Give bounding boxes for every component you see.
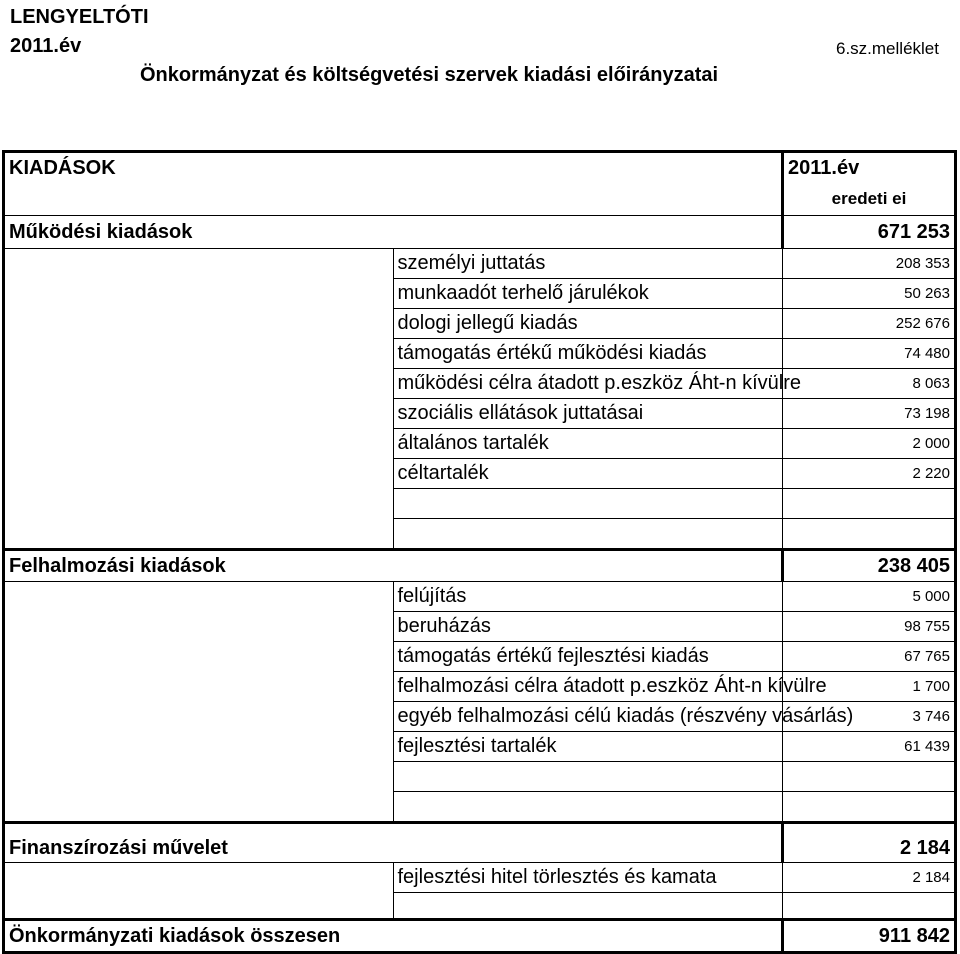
table-row [4,702,956,732]
table-row [4,582,956,612]
item-value: 252 676 [783,309,956,339]
section-label: Felhalmozási kiadások [4,550,783,582]
section-label: Működési kiadások [4,216,783,249]
table-row [4,612,956,642]
item-label: fejlesztési tartalék [393,732,783,762]
item-value: 67 765 [783,642,956,672]
item-value: 73 198 [783,399,956,429]
blank-row [4,792,956,823]
item-value: 2 000 [783,429,956,459]
table-row [4,369,956,399]
table-row [4,642,956,672]
table-row [4,399,956,429]
table-row [4,339,956,369]
item-label: munkaadót terhelő járulékok [393,279,783,309]
item-label: dologi jellegű kiadás [393,309,783,339]
item-value: 98 755 [783,612,956,642]
item-label: általános tartalék [393,429,783,459]
table-subheader-row [4,183,956,216]
table-row [4,459,956,489]
item-value: 50 263 [783,279,956,309]
table-row [4,249,956,279]
item-label: beruházás [393,612,783,642]
col-subheader: eredeti ei [783,183,956,216]
table-row [4,732,956,762]
grand-total-label: Önkormányzati kiadások összesen [4,920,783,953]
table-row [4,279,956,309]
table-row [4,863,956,893]
blank-row [4,519,956,550]
annex-label: 6.sz.melléklet [836,39,939,58]
col-header-year: 2011.év [783,152,956,184]
item-value: 8 063 [783,369,956,399]
item-label: fejlesztési hitel törlesztés és kamata [393,863,783,893]
item-value: 3 746 [783,702,956,732]
item-label: céltartalék [393,459,783,489]
col-header-kiadasok: KIADÁSOK [4,152,783,184]
municipality-name: LENGYELTÓTI [10,6,149,28]
item-value: 2 220 [783,459,956,489]
section-total: 2 184 [783,823,956,863]
item-value: 61 439 [783,732,956,762]
year-label: 2011.év [10,35,82,57]
item-value: 74 480 [783,339,956,369]
item-label: személyi juttatás [393,249,783,279]
section-row [4,823,956,863]
blank-row [4,489,956,519]
table-row [4,672,956,702]
table-row [4,429,956,459]
grand-total-value: 911 842 [783,920,956,953]
page-title: Önkormányzat és költségvetési szervek kiadási előirányzatai [140,64,719,86]
item-label: működési célra átadott p.eszköz Áht-n kívülre [393,369,783,399]
item-value: 1 700 [783,672,956,702]
item-label: támogatás értékű fejlesztési kiadás [393,642,783,672]
item-label: felhalmozási célra átadott p.eszköz Áht-n kívülre [393,672,783,702]
item-value: 2 184 [783,863,956,893]
item-label: felújítás [393,582,783,612]
grand-total-row [4,920,956,953]
item-label: szociális ellátások juttatásai [393,399,783,429]
table-header-row [4,152,956,184]
section-total: 671 253 [783,216,956,249]
section-row [4,550,956,582]
section-label: Finanszírozási művelet [4,823,783,863]
section-total: 238 405 [783,550,956,582]
blank-row [4,762,956,792]
expenditure-table [2,150,957,954]
table-row [4,309,956,339]
item-label: egyéb felhalmozási célú kiadás (részvény vásárlás) [393,702,783,732]
item-value: 5 000 [783,582,956,612]
item-label: támogatás értékű működési kiadás [393,339,783,369]
blank-row [4,893,956,920]
item-value: 208 353 [783,249,956,279]
section-row [4,216,956,249]
